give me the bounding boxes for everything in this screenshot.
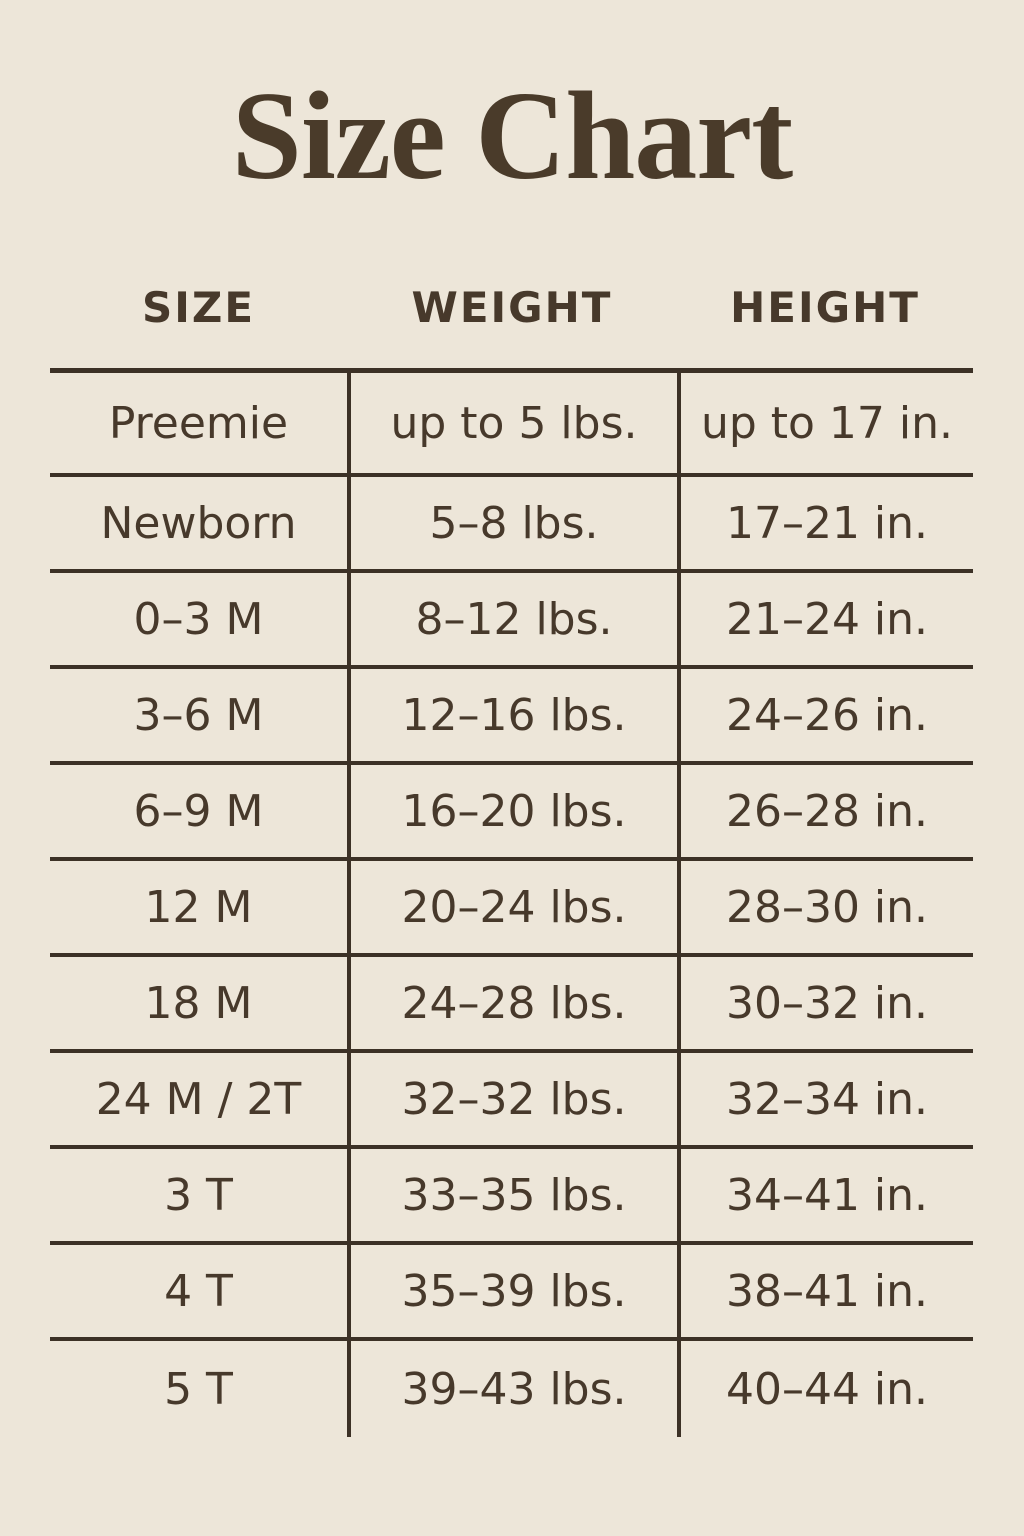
cell-size-5t: 5 T — [164, 1363, 233, 1415]
column-header-weight: WEIGHT — [411, 283, 613, 332]
cell-weight-3-6m: 12–16 lbs. — [347, 669, 677, 765]
cell-size-newborn: Newborn — [50, 477, 347, 573]
cell-weight-18m: 24–28 lbs. — [347, 957, 677, 1053]
cell-height-5t: 40–44 in. — [677, 1341, 973, 1437]
cell-weight-5t: 39–43 lbs. — [347, 1341, 677, 1437]
cell-size-4t: 4 T — [50, 1245, 347, 1341]
cell-height-18m: 30–32 in. — [677, 957, 973, 1053]
cell-height-newborn: 17–21 in. — [677, 477, 973, 573]
column-header-size: SIZE — [141, 283, 256, 332]
page-title: Size Chart — [231, 67, 793, 206]
cell-weight-24m-2t: 32–32 lbs. — [347, 1053, 677, 1149]
size-chart-table — [50, 368, 973, 1437]
cell-weight-3t: 33–35 lbs. — [347, 1149, 677, 1245]
cell-weight-12m: 20–24 lbs. — [347, 861, 677, 957]
cell-height-6-9m: 26–28 in. — [677, 765, 973, 861]
cell-weight-0-3m: 8–12 lbs. — [347, 573, 677, 669]
cell-size-18m: 18 M — [50, 957, 347, 1053]
cell-size-0-3m: 0–3 M — [50, 573, 347, 669]
cell-height-4t: 38–41 in. — [677, 1245, 973, 1341]
cell-weight-6-9m: 16–20 lbs. — [347, 765, 677, 861]
cell-size-3-6m: 3–6 M — [50, 669, 347, 765]
cell-height-12m: 28–30 in. — [677, 861, 973, 957]
cell-height-preemie: up to 17 in. — [677, 373, 973, 477]
cell-size-6-9m: 6–9 M — [50, 765, 347, 861]
cell-height-3-6m: 24–26 in. — [677, 669, 973, 765]
table-header-row — [50, 283, 973, 332]
column-header-height: HEIGHT — [730, 283, 920, 332]
cell-size-12m: 12 M — [50, 861, 347, 957]
cell-height-3t: 34–41 in. — [677, 1149, 973, 1245]
cell-weight-4t: 35–39 lbs. — [347, 1245, 677, 1341]
cell-weight-preemie: up to 5 lbs. — [347, 373, 677, 477]
cell-height-0-3m: 21–24 in. — [677, 573, 973, 669]
cell-height-24m-2t: 32–34 in. — [677, 1053, 973, 1149]
cell-size-preemie: Preemie — [50, 373, 347, 477]
cell-size-24m-2t: 24 M / 2T — [50, 1053, 347, 1149]
cell-weight-newborn: 5–8 lbs. — [347, 477, 677, 573]
cell-size-3t: 3 T — [50, 1149, 347, 1245]
